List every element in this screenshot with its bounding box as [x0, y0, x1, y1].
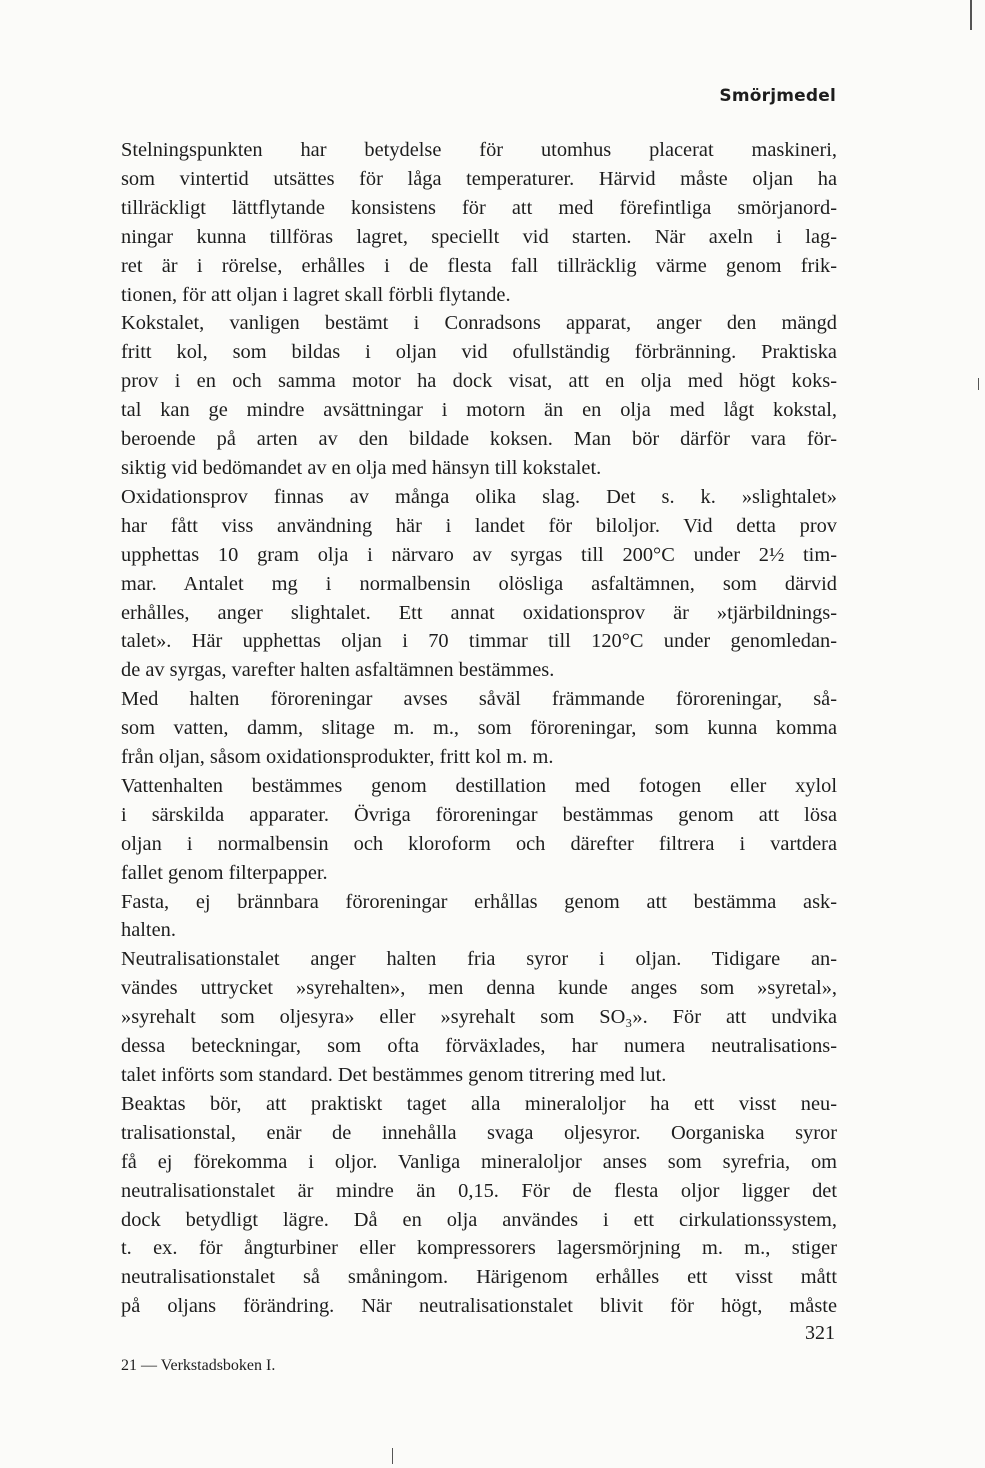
text-line: som vatten, damm, slitage m. m., som föroreningar, som kunna komma	[121, 717, 837, 740]
text-line: Kokstalet, vanligen bestämt i Conradsons apparat, anger den mängd	[121, 312, 837, 335]
text-line: Oxidationsprov finnas av många olika slag. Det s. k. »slightalet»	[121, 485, 837, 508]
text-line: tralisationstal, enär de innehålla svaga oljesyror. Oorganiska syror	[121, 1121, 837, 1144]
text-line: talet införts som standard. Det bestämmes genom titrering med lut.	[121, 1064, 667, 1086]
text-line: vändes uttrycket »syrehalten», men denna kunde anges som »syretal»,	[121, 977, 837, 1000]
scan-mark-bottom	[392, 1448, 393, 1464]
text-line: tillräckligt lättflytande konsistens för att med förefintliga smörjanord-	[121, 196, 837, 219]
text-line: Beaktas bör, att praktiskt taget alla mineraloljor ha ett visst neu-	[121, 1092, 837, 1115]
text-line: som vintertid utsättes för låga temperaturer. Härvid måste oljan ha	[121, 167, 837, 190]
text-line: prov i en och samma motor ha dock visat, att en olja med högt koks-	[121, 370, 837, 393]
text-line: mar. Antalet mg i normalbensin olösliga asfaltämnen, som därvid	[121, 572, 837, 595]
text-line: halten.	[121, 919, 176, 942]
text-line: de av syrgas, varefter halten asfaltämnen bestämmes.	[121, 659, 555, 682]
text-line: få ej förekomma i oljor. Vanliga mineraloljor anses som syrefria, om	[121, 1150, 837, 1173]
running-head: Smörjmedel	[719, 86, 836, 106]
scan-mark-right	[978, 378, 979, 390]
text-line: neutralisationstalet är mindre än 0,15. För de flesta oljor ligger det	[121, 1179, 837, 1202]
text-line: tionen, för att oljan i lagret skall förbli flytande.	[121, 283, 511, 306]
text-line: fallet genom filterpapper.	[121, 861, 328, 884]
text-line: t. ex. för ångturbiner eller kompressorers lagersmörjning m. m., stiger	[121, 1237, 837, 1260]
text-line: talet». Här upphettas oljan i 70 timmar till 120°C under genomledan-	[121, 630, 837, 653]
text-line: Med halten föroreningar avses såväl främmande föroreningar, så-	[121, 688, 837, 711]
text-line: på oljans förändring. När neutralisationstalet blivit för högt, måste	[121, 1295, 837, 1318]
scan-mark-top-right	[970, 0, 972, 30]
paragraph-askhalten	[121, 888, 837, 946]
text-line: Vattenhalten bestämmes genom destillation med fotogen eller xylol	[121, 774, 837, 797]
body-text	[121, 136, 837, 1321]
paragraph-stelningspunkten	[121, 136, 837, 309]
paragraph-kokstalet	[121, 309, 837, 482]
signature-line: 21 — Verkstadsboken I.	[121, 1357, 276, 1374]
text-line: dessa beteckningar, som ofta förväxlades, har numera neutralisations-	[121, 1035, 837, 1058]
paragraph-oxidationsprov	[121, 483, 837, 685]
text-line: har fått viss användning här i landet för biloljor. Vid detta prov	[121, 514, 837, 537]
paragraph-neutralisationstalet	[121, 945, 837, 1090]
text-line: »syrehalt som oljesyra» eller »syrehalt som SO₃». För att undvika	[121, 1006, 837, 1029]
text-line: i särskilda apparater. Övriga föroreningar bestämmas genom att lösa	[121, 803, 837, 826]
text-line: neutralisationstalet så småningom. Härigenom erhålles ett visst mått	[121, 1266, 837, 1289]
page-number: 321	[805, 1322, 835, 1344]
text-line: ningar kunna tillföras lagret, speciellt vid starten. När axeln i lag-	[121, 225, 837, 248]
text-line: beroende på arten av den bildade koksen. Man bör därför vara för-	[121, 428, 837, 451]
text-line: Stelningspunkten har betydelse för utomhus placerat maskineri,	[121, 139, 837, 161]
text-line: siktig vid bedömandet av en olja med hänsyn till kokstalet.	[121, 456, 602, 479]
text-line: upphettas 10 gram olja i närvaro av syrgas till 200°C under 2½ tim-	[121, 543, 837, 566]
text-line: ret är i rörelse, erhålles i de flesta fall tillräcklig värme genom frik-	[121, 254, 837, 277]
text-line: dock betydligt lägre. Då en olja användes i ett cirkulationssystem,	[121, 1208, 837, 1231]
text-line: Fasta, ej brännbara föroreningar erhållas genom att bestämma ask-	[121, 890, 837, 913]
text-line: tal kan ge mindre avsättningar i motorn än en olja med lågt kokstal,	[121, 399, 837, 422]
text-line: erhålles, anger slightalet. Ett annat oxidationsprov är »tjärbildnings-	[121, 601, 837, 624]
text-line: fritt kol, som bildas i oljan vid ofullständig förbränning. Praktiska	[121, 341, 837, 364]
paragraph-beaktas	[121, 1090, 837, 1321]
text-line: oljan i normalbensin och kloroform och därefter filtrera i vartdera	[121, 832, 837, 855]
paragraph-vattenhalten	[121, 772, 837, 888]
text-line: från oljan, såsom oxidationsprodukter, fritt kol m. m.	[121, 746, 554, 769]
text-line: Neutralisationstalet anger halten fria syror i oljan. Tidigare an-	[121, 948, 837, 971]
paragraph-halten-fororeningar	[121, 685, 837, 772]
